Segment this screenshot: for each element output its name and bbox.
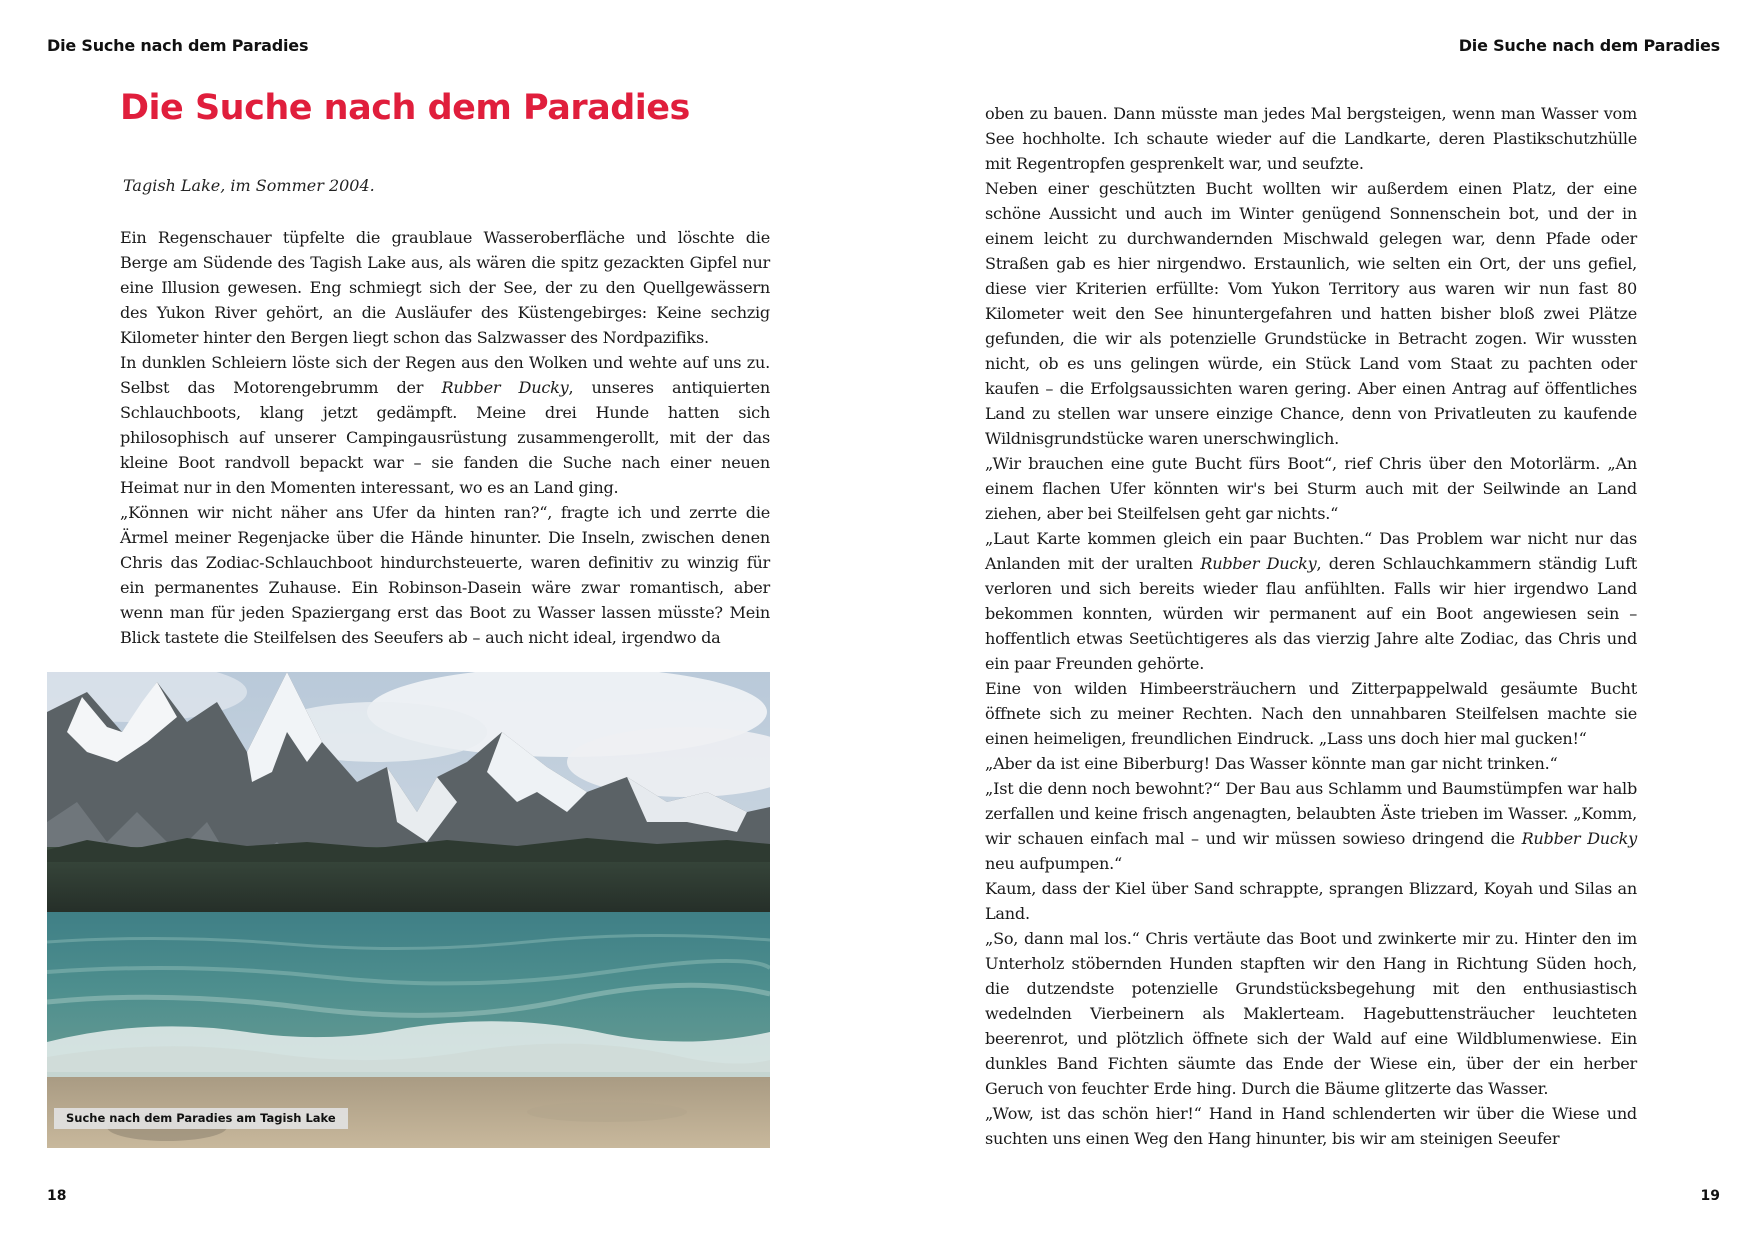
page-number-left: 18 — [47, 1188, 67, 1204]
text-run: In dunklen Schleiern löste sich der Regen aus den Wolken und wehte auf uns zu. Selbst das Motorengebrumm der — [120, 353, 770, 397]
paragraph: Kaum, dass der Kiel über Sand schrappte, sprangen Blizzard, Koyah und Silas an Land. — [985, 879, 1637, 923]
paragraph: „Wir brauchen eine gute Bucht fürs Boot“, rief Chris über den Motorlärm. „An einem flachen Ufer könnten wir's bei Sturm auch mit der Seilwinde an Land ziehen, aber bei Steilfelsen geht gar nichts.“ — [985, 454, 1637, 523]
paragraph: Neben einer geschützten Bucht wollten wir außerdem einen Platz, der eine schöne Aussicht und auch im Winter genügend Sonnenschein bot, und der in einem leicht zu durchwandernden Mischwald gelegen war, denn Pfade oder Straßen gab es hier nirgendwo. Erstaunlich, wie selten ein Ort, der uns gefiel, diese vier Kriterien erfüllte: Vom Yukon Territory aus waren wir nun fast 80 Kilometer weit den See hinuntergefahren und hatten bisher bloß zwei Plätze gefunden, die wir als potenzielle Grundstücke in Betracht zogen. Wir wussten nicht, ob es uns gelingen würde, ein Stück Land vom Staat zu pachten oder kaufen – die Erfolgsaussichten waren gering. Aber einen Antrag auf öffentliches Land zu stellen war unsere einzige Chance, denn von Privatleuten zu kaufende Wildnisgrundstücke waren unerschwinglich. — [985, 179, 1637, 448]
paragraph — [120, 350, 770, 500]
text-run: neu aufpumpen.“ — [985, 854, 1122, 873]
right-page-text — [985, 101, 1637, 1151]
text-run: , unseres antiquierten Schlauchboots, klang jetzt gedämpft. Meine drei Hunde hatten sich philosophisch auf unserer Campingausrüstung zusammengerollt, mit der das kleine Boot randvoll bepackt war – sie fanden die Suche nach einer neuen Heimat nur in den Momenten interessant, wo es an Land ging. — [120, 378, 770, 497]
chapter-title: Die Suche nach dem Paradies — [120, 88, 690, 128]
text-run: „Ist die denn noch bewohnt?“ Der Bau aus Schlamm und Baumstümpfen war halb zerfallen und keine frisch angenagten, belaubten Äste trieben im Wasser. „Komm, wir schauen einfach mal – und wir müssen sowieso dringend die — [985, 779, 1637, 848]
text-run: , deren Schlauchkammern ständig Luft verloren und sich bereits wieder flau anfühlten. Falls wir hier irgendwo Land bekommen konnten, würden wir permanent auf ein Boot angewiesen sein – hoffentlich etwas Seetüchtigeres als das vierzig Jahre alte Zodiac, das Chris und ein paar Freunden gehörte. — [985, 554, 1637, 673]
running-head-right: Die Suche nach dem Paradies — [1458, 36, 1720, 55]
boat-name: Rubber Ducky — [1521, 829, 1637, 848]
paragraph: „So, dann mal los.“ Chris vertäute das Boot und zwinkerte mir zu. Hinter den im Unterholz stöbernden Hunden stapften wir den Hang in Richtung Süden hoch, die dutzendste potenzielle Grundstücksbegehung mit den enthusiastisch wedelnden Vierbeinern als Maklerteam. Hagebuttensträucher leuchteten beerenrot, und plötzlich öffnete sich der Wald auf eine Wildblumenwiese. Ein dunkles Band Fichten säumte das Ende der Wiese ein, über der ein herber Geruch von feuchter Erde hing. Durch die Bäume glitzerte das Wasser. — [985, 929, 1637, 1098]
paragraph: „Aber da ist eine Biberburg! Das Wasser könnte man gar nicht trinken.“ — [985, 754, 1558, 773]
photo-caption: Suche nach dem Paradies am Tagish Lake — [54, 1108, 348, 1129]
boat-name: Rubber Ducky — [441, 378, 569, 397]
paragraph — [985, 526, 1637, 676]
paragraph: Ein Regenschauer tüpfelte die graublaue Wasseroberfläche und löschte die Berge am Südende des Tagish Lake aus, als wären die spitz gezackten Gipfel nur eine Illusion gewesen. Eng schmiegt sich der See, der zu den Quellgewässern des Yukon River gehört, an die Ausläufer des Küstengebirges: Keine sechzig Kilometer hinter den Bergen liegt schon das Salzwasser des Nordpazifiks. — [120, 228, 770, 347]
paragraph: „Können wir nicht näher ans Ufer da hinten ran?“, fragte ich und zerrte die Ärmel meiner Regenjacke über die Hände hinunter. Die Inseln, zwischen denen Chris das Zodiac-Schlauchboot hindurchsteuerte, waren definitiv zu winzig für ein permanentes Zuhause. Ein Robinson-Dasein wäre zwar romantisch, aber wenn man für jeden Spaziergang erst das Boot zu Wasser lassen müsste? Mein Blick tastete die Steilfelsen des Seeufers ab – auch nicht ideal, irgendwo da — [120, 503, 770, 647]
left-page-text — [120, 225, 770, 650]
page-number-right: 19 — [1700, 1188, 1720, 1204]
paragraph — [985, 776, 1637, 876]
lake-photo — [47, 672, 770, 1148]
text-run: „Laut Karte kommen gleich ein paar Buchten.“ Das Problem war nicht nur das Anlanden mit der uralten — [985, 529, 1637, 573]
lake-photo-illustration — [47, 672, 770, 1148]
running-head-left: Die Suche nach dem Paradies — [47, 36, 309, 55]
chapter-dateline: Tagish Lake, im Sommer 2004. — [123, 176, 375, 195]
paragraph: oben zu bauen. Dann müsste man jedes Mal bergsteigen, wenn man Wasser vom See hochholte. Ich schaute wieder auf die Landkarte, deren Plastikschutzhülle mit Regentropfen gesprenkelt war, und seufzte. — [985, 104, 1637, 173]
paragraph: „Wow, ist das schön hier!“ Hand in Hand schlenderten wir über die Wiese und suchten uns einen Weg den Hang hinunter, bis wir am steinigen Seeufer — [985, 1104, 1637, 1148]
boat-name: Rubber Ducky — [1200, 554, 1317, 573]
paragraph: Eine von wilden Himbeersträuchern und Zitterpappelwald gesäumte Bucht öffnete sich zu meiner Rechten. Nach den unnahbaren Steilfelsen machte sie einen heimeligen, freundlichen Eindruck. „Lass uns doch hier mal gucken!“ — [985, 679, 1637, 748]
